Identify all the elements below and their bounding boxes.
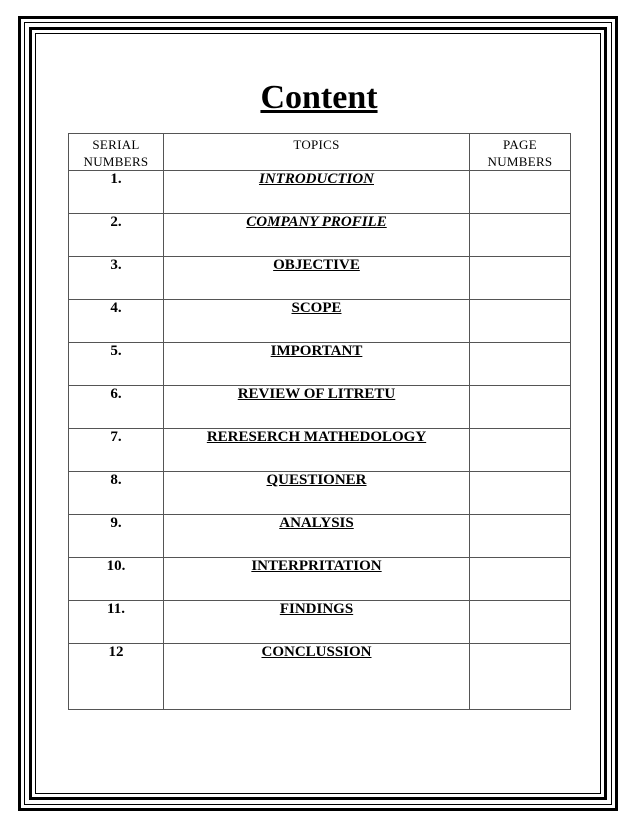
page-number-cell <box>470 343 571 386</box>
topic-cell: RERESERCH MATHEDOLOGY <box>164 429 470 472</box>
table-row <box>69 644 571 710</box>
serial-number-cell: 2. <box>69 214 164 257</box>
header-serial-numbers: SERIAL NUMBERS <box>69 134 164 171</box>
table-row <box>69 429 571 472</box>
topic-cell: IMPORTANT <box>164 343 470 386</box>
serial-number-cell: 3. <box>69 257 164 300</box>
table-row <box>69 472 571 515</box>
table-row <box>69 558 571 601</box>
topic-cell: ANALYSIS <box>164 515 470 558</box>
topic-cell: OBJECTIVE <box>164 257 470 300</box>
serial-number-cell: 4. <box>69 300 164 343</box>
serial-number-cell: 12 <box>69 644 164 710</box>
serial-number-cell: 5. <box>69 343 164 386</box>
page-number-cell <box>470 171 571 214</box>
contents-table <box>68 133 571 710</box>
table-row <box>69 257 571 300</box>
header-topics: TOPICS <box>164 134 470 171</box>
page-number-cell <box>470 515 571 558</box>
table-row <box>69 343 571 386</box>
page-number-cell <box>470 214 571 257</box>
topic-cell: INTRODUCTION <box>164 171 470 214</box>
page-number-cell <box>470 644 571 710</box>
topic-cell: INTERPRITATION <box>164 558 470 601</box>
serial-number-cell: 11. <box>69 601 164 644</box>
table-row <box>69 300 571 343</box>
topic-cell: CONCLUSSION <box>164 644 470 710</box>
table-row <box>69 386 571 429</box>
topic-cell: COMPANY PROFILE <box>164 214 470 257</box>
serial-number-cell: 1. <box>69 171 164 214</box>
contents-table-body <box>69 171 571 710</box>
page-number-cell <box>470 300 571 343</box>
page-number-cell <box>470 429 571 472</box>
topic-cell: REVIEW OF LITRETU <box>164 386 470 429</box>
page-number-cell <box>470 386 571 429</box>
topic-cell: SCOPE <box>164 300 470 343</box>
page-title: Content <box>260 79 378 116</box>
serial-number-cell: 7. <box>69 429 164 472</box>
table-header-row <box>69 134 571 171</box>
page-number-cell <box>470 558 571 601</box>
serial-number-cell: 9. <box>69 515 164 558</box>
page-number-cell <box>470 257 571 300</box>
serial-number-cell: 6. <box>69 386 164 429</box>
table-row <box>69 214 571 257</box>
serial-number-cell: 8. <box>69 472 164 515</box>
table-row <box>69 601 571 644</box>
serial-number-cell: 10. <box>69 558 164 601</box>
table-row <box>69 515 571 558</box>
page-number-cell <box>470 472 571 515</box>
topic-cell: FINDINGS <box>164 601 470 644</box>
page-number-cell <box>470 601 571 644</box>
header-page-numbers: PAGE NUMBERS <box>470 134 571 171</box>
topic-cell: QUESTIONER <box>164 472 470 515</box>
table-row <box>69 171 571 214</box>
